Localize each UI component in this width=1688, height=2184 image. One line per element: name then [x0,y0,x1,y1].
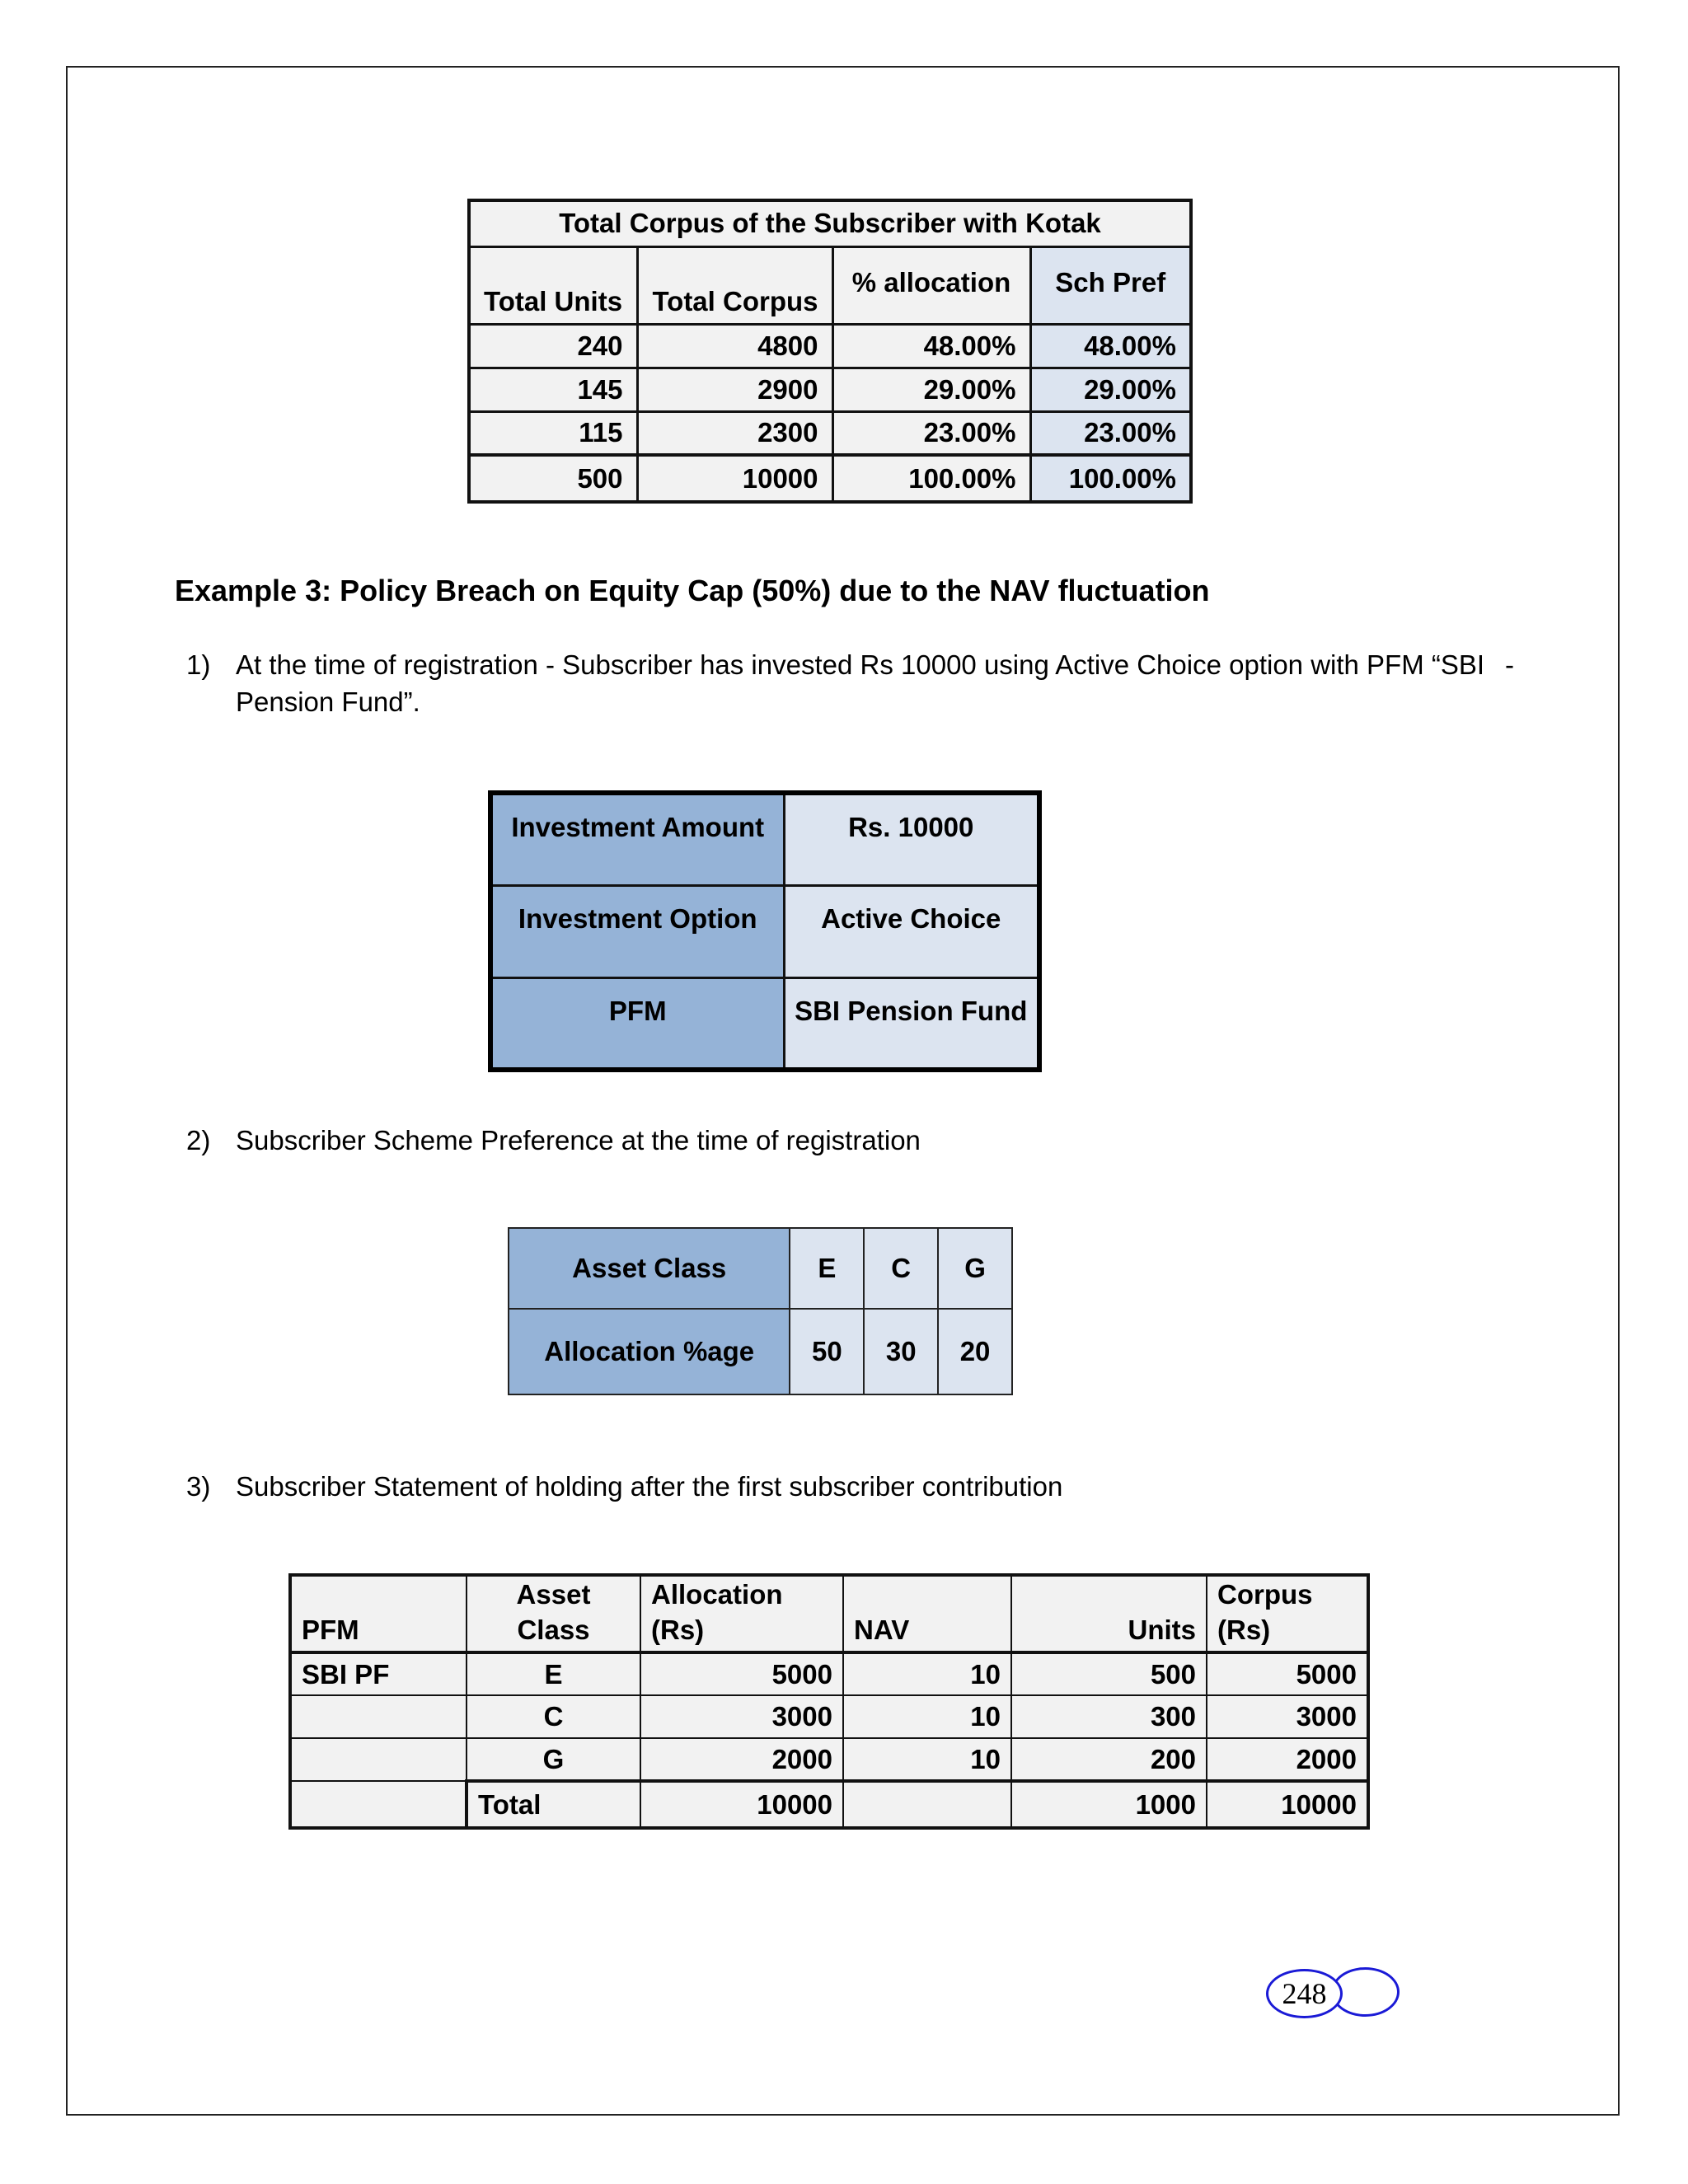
cell-total-allocation: 100.00% [832,455,1030,502]
cell-pfm [290,1738,467,1781]
table-row [490,977,1039,1070]
cell-sch-pref: 23.00% [1030,411,1191,455]
cell-nav: 10 [843,1695,1011,1738]
cell-total-label: Total [467,1781,640,1828]
cell-total-pfm [290,1781,467,1828]
step-number: 2) [186,1125,211,1155]
cell-asset-class: G [467,1738,640,1781]
pfm-label: PFM [490,977,784,1070]
total-row [469,455,1191,502]
corpus-table [467,199,1193,504]
cell-corpus: 2000 [1207,1738,1368,1781]
pfm-value: SBI Pension Fund [784,977,1039,1070]
table-row [290,1695,1368,1738]
asset-class-g: G [938,1228,1012,1309]
asset-class-c: C [864,1228,938,1309]
cell-units: 200 [1011,1738,1207,1781]
cell-nav: 10 [843,1738,1011,1781]
table-row [290,1738,1368,1781]
step-text: Subscriber Statement of holding after the first subscriber contribution [236,1471,1063,1502]
cell-pfm: SBI PF [290,1652,467,1695]
cell-allocation: 23.00% [832,411,1030,455]
table-row [509,1228,1012,1309]
cell-allocation: 2000 [640,1738,843,1781]
cell-allocation: 29.00% [832,368,1030,411]
cell-corpus: 2900 [637,368,832,411]
table-row [509,1309,1012,1394]
cell-sch-pref: 48.00% [1030,324,1191,368]
scheme-preference-table [508,1227,1013,1395]
page-number-badge [1266,1966,1410,2018]
cell-nav: 10 [843,1652,1011,1695]
cell-corpus: 4800 [637,324,832,368]
col-header-allocation: % allocation [832,246,1030,324]
cell-units: 300 [1011,1695,1207,1738]
col-header-total-corpus: Total Corpus [637,246,832,324]
col-header-allocation: Allocation (Rs) [640,1575,843,1652]
cell-allocation: 5000 [640,1652,843,1695]
step-text: Subscriber Scheme Preference at the time of registration [236,1125,921,1155]
asset-class-label: Asset Class [509,1228,790,1309]
cell-sch-pref: 29.00% [1030,368,1191,411]
header-row [290,1575,1368,1652]
table-row [490,885,1039,977]
table-row [490,793,1039,885]
investment-option-value: Active Choice [784,885,1039,977]
investment-table [488,790,1042,1072]
cell-total-allocation: 10000 [640,1781,843,1828]
corpus-table-title: Total Corpus of the Subscriber with Kotak [469,200,1191,246]
col-header-corpus: Corpus (Rs) [1207,1575,1368,1652]
col-header-sch-pref: Sch Pref [1030,246,1191,324]
cell-total-nav [843,1781,1011,1828]
table-row [469,368,1191,411]
cell-allocation: 3000 [640,1695,843,1738]
trailing-dash: - [1505,649,1514,680]
cell-asset-class: E [467,1652,640,1695]
step-text: At the time of registration - Subscriber has invested Rs 10000 using Active Choice option with PFM “SBI Pension Fund”. [236,649,1485,717]
col-header-asset-class: Asset Class [467,1575,640,1652]
cell-pfm [290,1695,467,1738]
table-row [469,324,1191,368]
cell-asset-class: C [467,1695,640,1738]
asset-class-e: E [790,1228,864,1309]
total-row [290,1781,1368,1828]
col-header-units: Units [1011,1575,1207,1652]
allocation-g: 20 [938,1309,1012,1394]
cell-corpus: 3000 [1207,1695,1368,1738]
cell-total-sch-pref: 100.00% [1030,455,1191,502]
page-number: 248 [1282,1977,1327,2010]
col-header-nav: NAV [843,1575,1011,1652]
cell-units: 145 [469,368,637,411]
cell-corpus: 2300 [637,411,832,455]
col-header-pfm: PFM [290,1575,467,1652]
allocation-e: 50 [790,1309,864,1394]
investment-option-label: Investment Option [490,885,784,977]
table-row [469,411,1191,455]
investment-amount-label: Investment Amount [490,793,784,885]
allocation-c: 30 [864,1309,938,1394]
cell-corpus: 5000 [1207,1652,1368,1695]
step-number: 3) [186,1471,211,1502]
cell-total-corpus: 10000 [637,455,832,502]
step-number: 1) [186,649,211,680]
allocation-label: Allocation %age [509,1309,790,1394]
example-heading: Example 3: Policy Breach on Equity Cap (50%) due to the NAV fluctuation [175,574,1210,607]
holding-statement-table [288,1573,1370,1830]
investment-amount-value: Rs. 10000 [784,793,1039,885]
cell-units: 500 [1011,1652,1207,1695]
cell-allocation: 48.00% [832,324,1030,368]
cell-total-corpus: 10000 [1207,1781,1368,1828]
col-header-total-units: Total Units [469,246,637,324]
cell-total-units: 1000 [1011,1781,1207,1828]
cell-units: 240 [469,324,637,368]
table-row [290,1652,1368,1695]
cell-units: 115 [469,411,637,455]
cell-total-units: 500 [469,455,637,502]
